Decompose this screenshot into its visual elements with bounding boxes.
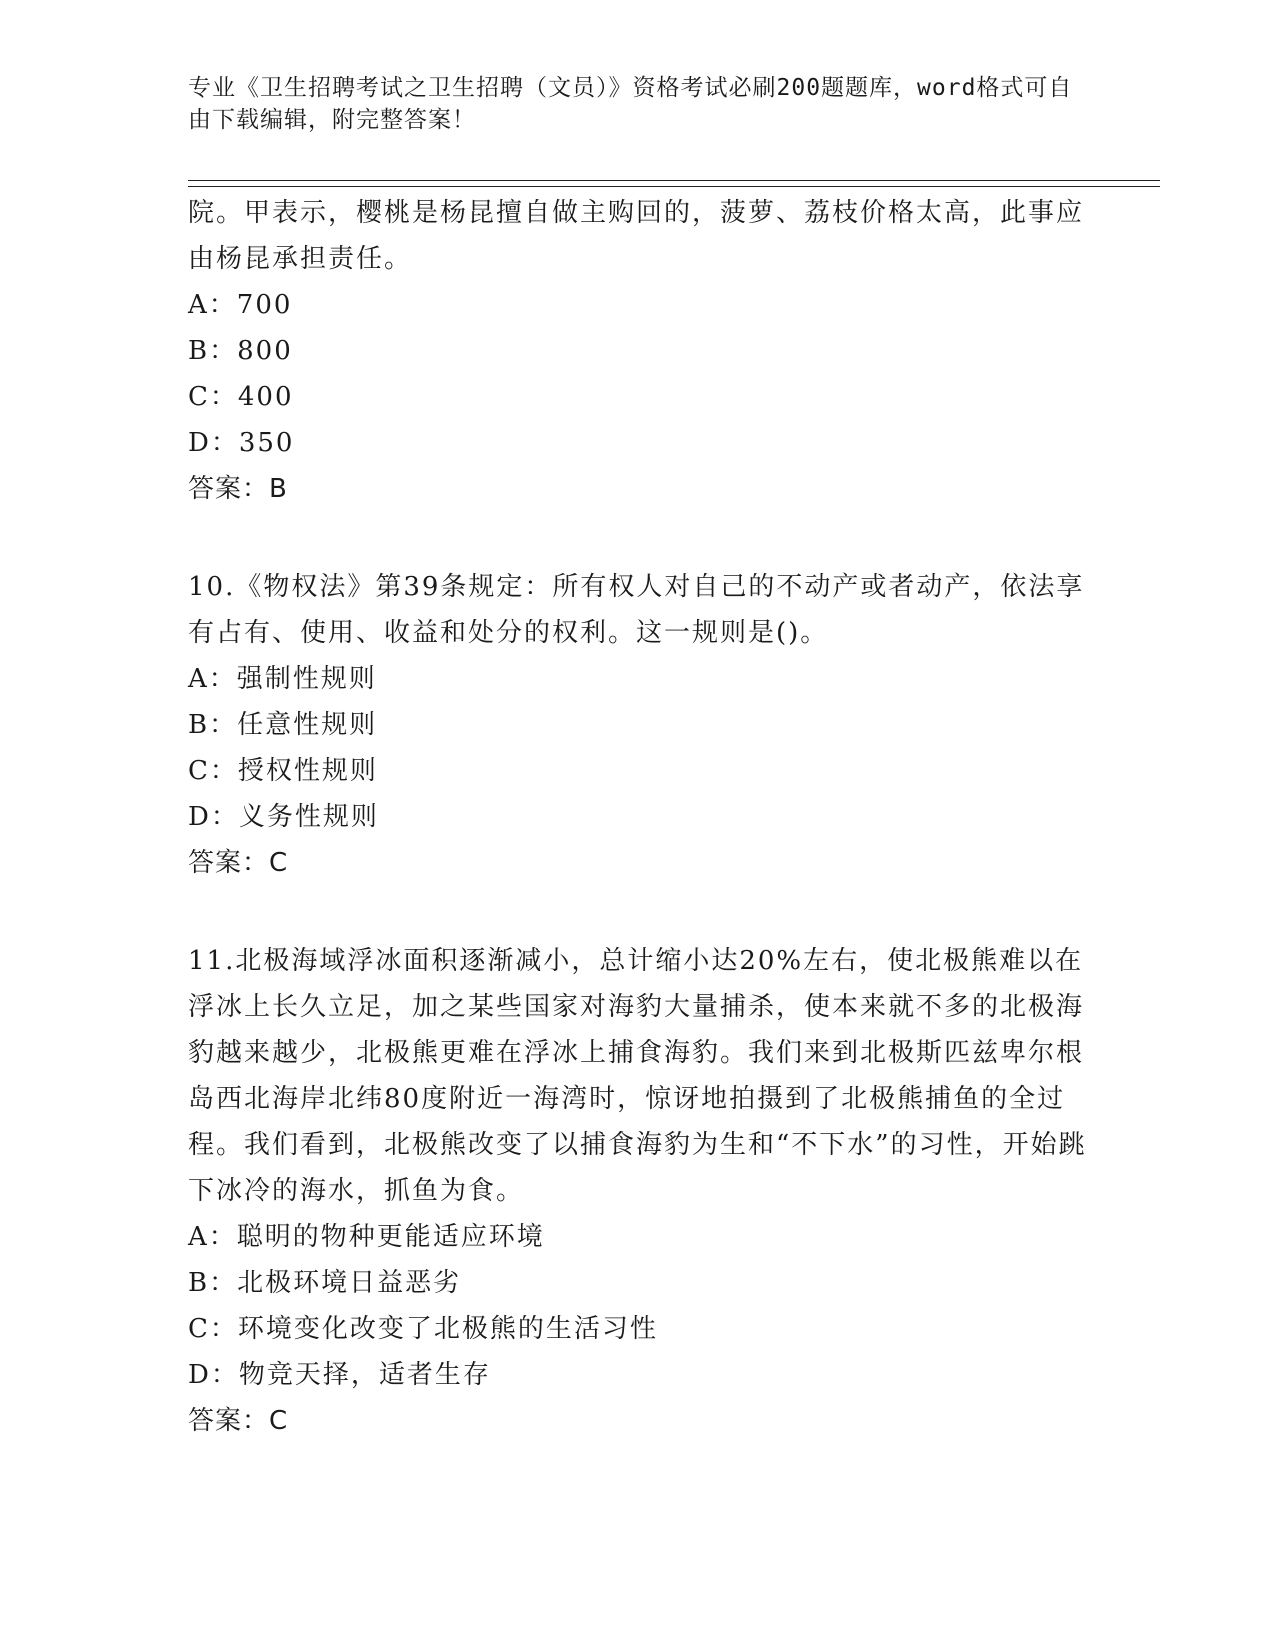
option-b: B：任意性规则 <box>188 710 378 740</box>
option-d: D：350 <box>188 428 295 458</box>
option-a: A：聪明的物种更能适应环境 <box>188 1222 545 1252</box>
question-text: 10.《物权法》第39条规定：所有权人对自己的不动产或者动产，依法享有占有、使用、收益和处分的权利。这一规则是()。 <box>188 572 1085 648</box>
question-text: 11.北极海域浮冰面积逐渐减小，总计缩小达20%左右，使北极熊难以在浮冰上长久立足，加之某些国家对海豹大量捕杀，使本来就不多的北极海豹越来越少，北极熊更难在浮冰上捕食海豹。我们来到北极斯匹兹卑尔根岛西北海岸北纬80度附近一海湾时，惊讶地拍摄到了北极熊捕鱼的全过程。我们看到，北极熊改变了以捕食海豹为生和“不下水”的习性，开始跳下冰冷的海水，抓鱼为食。 <box>188 946 1087 1206</box>
answer-line: 答案：C <box>188 1406 289 1436</box>
question-block-10 <box>188 564 1088 886</box>
option-d: D：义务性规则 <box>188 802 379 832</box>
answer-line: 答案：B <box>188 474 288 504</box>
option-a: A：强制性规则 <box>188 664 377 694</box>
header-divider <box>188 180 1160 187</box>
option-d: D：物竞天择，适者生存 <box>188 1360 491 1390</box>
question-block-11 <box>188 938 1088 1444</box>
question-block-9 <box>188 190 1088 512</box>
document-header: 专业《卫生招聘考试之卫生招聘（文员）》资格考试必刷200题题库，word格式可自由下载编辑，附完整答案！ <box>188 75 1073 133</box>
option-c: C：400 <box>188 382 294 412</box>
option-c: C：授权性规则 <box>188 756 378 786</box>
option-b: B：北极环境日益恶劣 <box>188 1268 462 1298</box>
option-c: C：环境变化改变了北极熊的生活习性 <box>188 1314 658 1344</box>
answer-line: 答案：C <box>188 848 289 878</box>
question-text: 院。甲表示，樱桃是杨昆擅自做主购回的，菠萝、荔枝价格太高，此事应由杨昆承担责任。 <box>188 198 1085 274</box>
document-body <box>188 190 1088 1444</box>
option-b: B：800 <box>188 336 293 366</box>
option-a: A：700 <box>188 290 293 320</box>
